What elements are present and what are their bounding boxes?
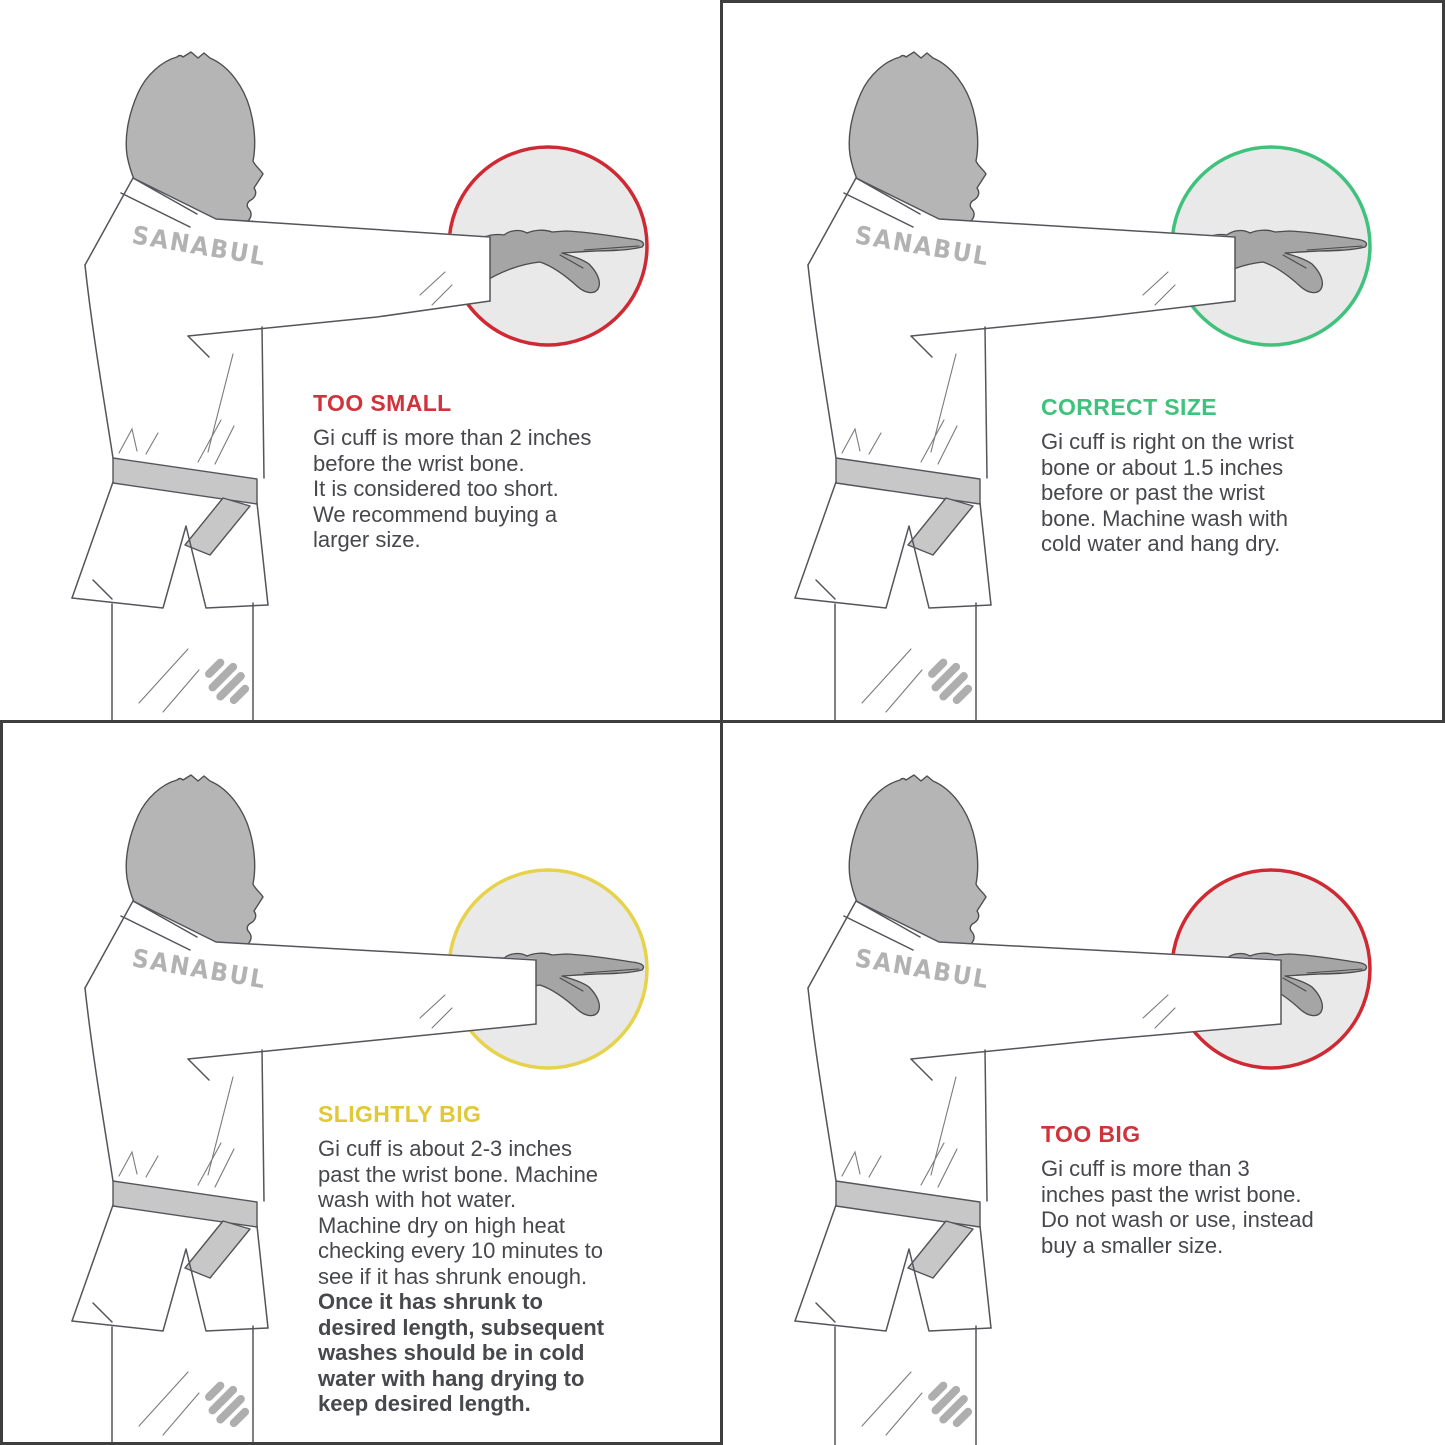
instruction-line-bold: desired length, subsequent <box>318 1314 605 1340</box>
instruction-line-bold: washes should be in cold <box>318 1340 585 1365</box>
instruction-line: past the wrist bone. Machine <box>318 1161 599 1187</box>
instruction-block <box>313 390 678 553</box>
pants-leg <box>835 1323 976 1445</box>
instruction-line: buy a smaller size. <box>1041 1232 1224 1258</box>
panel-title: TOO BIG <box>1041 1121 1141 1147</box>
panel-title: TOO SMALL <box>313 390 452 416</box>
panel-correct-size <box>723 0 1445 722</box>
panel-slightly-big <box>0 723 722 1445</box>
gi-figure-illustration <box>723 0 1445 722</box>
instruction-line: cold water and hang dry. <box>1041 531 1281 556</box>
panel-title: CORRECT SIZE <box>1041 394 1218 420</box>
panel-divider-horizontal <box>0 720 1445 723</box>
instruction-line: Gi cuff is right on the wrist <box>1041 429 1294 454</box>
panel-title: SLIGHTLY BIG <box>318 1101 482 1127</box>
instruction-block <box>1041 394 1406 557</box>
instruction-line: We recommend buying a <box>313 501 558 527</box>
instruction-line: wash with hot water. <box>318 1187 517 1212</box>
sleeve-brand-text: SANABUL <box>130 220 280 274</box>
sleeve-brand-text: SANABUL <box>130 943 280 997</box>
panel-too-big <box>723 723 1445 1445</box>
sleeve-brand-text: SANABUL <box>853 220 1003 274</box>
instruction-line-bold: keep desired length. <box>318 1391 531 1416</box>
instruction-block <box>1041 1121 1406 1258</box>
instruction-line: bone or about 1.5 inches <box>1041 454 1284 480</box>
gi-figure-illustration <box>0 0 722 722</box>
instruction-line: Do not wash or use, instead <box>1041 1207 1314 1232</box>
instruction-line: bone. Machine wash with <box>1041 505 1289 531</box>
instruction-block <box>318 1101 683 1417</box>
instruction-line: inches past the wrist bone. <box>1041 1181 1302 1207</box>
pants-leg <box>835 600 976 722</box>
instruction-line: Gi cuff is more than 2 inches <box>313 425 592 450</box>
instruction-line: checking every 10 minutes to <box>318 1238 603 1263</box>
gi-figure-illustration <box>723 723 1445 1445</box>
instruction-line: before or past the wrist <box>1041 480 1265 505</box>
pants-leg <box>112 600 253 722</box>
instruction-line-bold: water with hang drying to <box>318 1365 585 1391</box>
instruction-line: Machine dry on high heat <box>318 1212 566 1238</box>
instruction-line: Gi cuff is about 2-3 inches <box>318 1136 572 1161</box>
panel-too-small <box>0 0 722 722</box>
instruction-line: Gi cuff is more than 3 <box>1041 1156 1250 1181</box>
instruction-line: before the wrist bone. <box>313 450 525 476</box>
instruction-line: It is considered too short. <box>313 476 559 501</box>
instruction-line: larger size. <box>313 527 421 552</box>
instruction-line-bold: Once it has shrunk to <box>318 1289 543 1314</box>
instruction-line: see if it has shrunk enough. <box>318 1263 588 1289</box>
pants-leg <box>112 1323 253 1445</box>
sleeve-brand-text: SANABUL <box>853 943 1003 997</box>
